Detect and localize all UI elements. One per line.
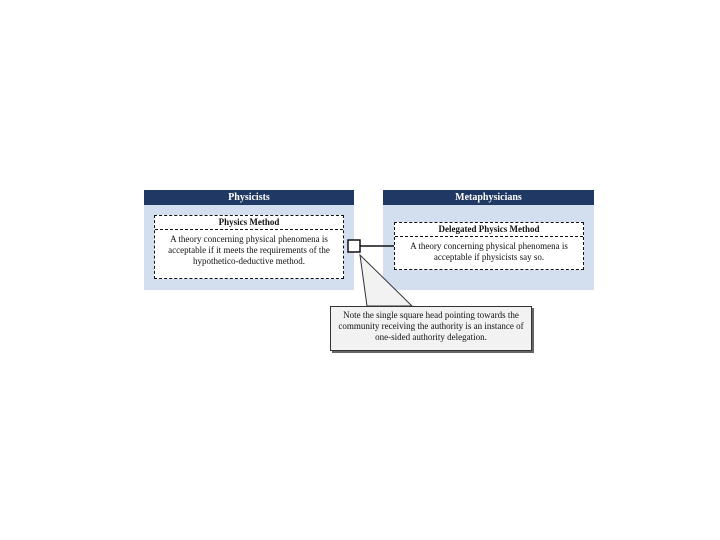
community-title: Metaphysicians <box>383 190 594 205</box>
annotation-note: Note the single square head pointing towards the community receiving the authority is an instance of one-sided authority delegation. <box>330 306 532 351</box>
method-title: Delegated Physics Method <box>395 223 583 237</box>
method-text: A theory concerning physical phenomena is acceptable if physicists say so. <box>410 241 568 262</box>
method-text: A theory concerning physical phenomena is acceptable if it meets the requirements of the hypothetico-deductive method. <box>168 234 330 266</box>
square-head-marker <box>348 240 360 252</box>
community-title: Physicists <box>144 190 354 205</box>
method-title: Physics Method <box>155 216 343 230</box>
callout-pointer <box>360 255 412 306</box>
